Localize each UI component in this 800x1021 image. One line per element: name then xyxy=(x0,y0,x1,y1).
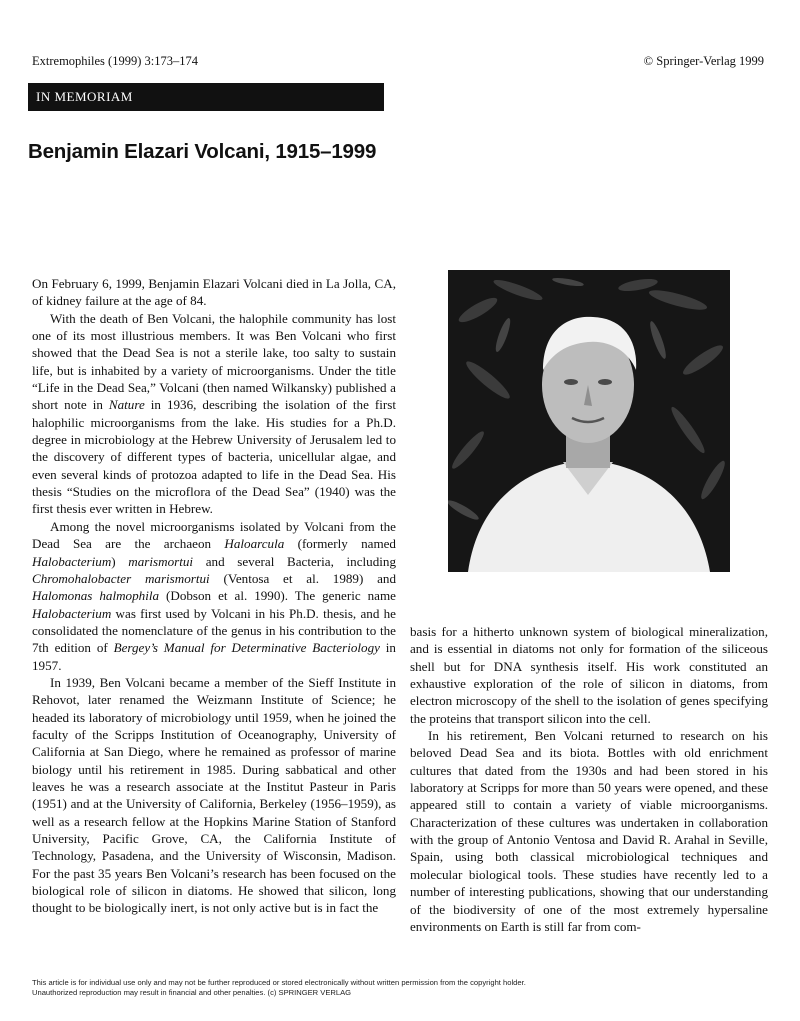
article-column-left xyxy=(32,275,396,917)
portrait-photo xyxy=(448,270,730,572)
legal-footer xyxy=(32,978,772,998)
paragraph: In 1939, Ben Volcani became a member of the Sieff Institute in Rehovot, later renamed the Weizmann Institute of Science; he headed its laboratory of microbiology until 1959, when he joined the faculty of the Scripps Institution of Oceanography, University of California at San Diego, where he remained as professor of marine biology until his retirement in 1985. During sabbatical and other leaves he was a research associate at the Institut Pasteur in Paris (1951) and at the University of California, Berkeley (1956–1959), as well as a research fellow at the Hopkins Marine Station of Stanford University, Pacific Grove, CA, the California Institute of Technology, Pasadena, and the University of Wisconsin, Madison. For the past 35 years Ben Volcani’s research has been focused on the biological role of silicon in diatoms. He showed that silicon, long thought to be biologically inert, is not only active but is in fact the xyxy=(32,674,396,916)
journal-citation: Extremophiles (1999) 3:173–174 xyxy=(32,54,198,68)
paragraph: Among the novel microorganisms isolated by Volcani from the Dead Sea are the archaeon Haloarcula (formerly named Halobacterium) marismortui and several Bacteria, including Chromohalobacter marismortui (Ventosa et al. 1989) and Halomonas halmophila (Dobson et al. 1990). The generic name Halobacterium was first used by Volcani in his Ph.D. thesis, and he consolidated the nomenclature of the genus in his contribution to the 7th edition of Bergey’s Manual for Determinative Bacteriology in 1957. xyxy=(32,518,396,673)
paragraph: In his retirement, Ben Volcani returned to research on his beloved Dead Sea and its biota. Bottles with old enrichment cultures that dated from the 1930s and had been stored in his laboratory at Scripps for more than 50 years were opened, and these appeared still to contain a variety of viable microorganisms. Characterization of these cultures was undertaken in collaboration with the group of Antonio Ventosa and David R. Arahal in Seville, Spain, using both classical microbiological techniques and molecular biological tools. These studies have recently led to a number of interesting publications, showing that our understanding of the biodiversity of one of the most extremely hypersaline environments on Earth is still far from com- xyxy=(410,728,768,934)
section-banner: IN MEMORIAM xyxy=(28,83,384,111)
footer-line: Unauthorized reproduction may result in financial and other penalties. (c) SPRINGER VERLAG xyxy=(32,988,352,997)
article-column-right xyxy=(410,623,768,935)
paragraph: basis for a hitherto unknown system of biological mineralization, and is essential in diatoms not only for formation of the siliceous shell but for DNA synthesis itself. His work constituted an exhaustive exploration of the role of silicon in diatoms, from electron microscopy of the shell to the isolation of genes specifying the proteins that transport silicon into the cell. xyxy=(410,624,768,726)
paragraph: With the death of Ben Volcani, the halophile community has lost one of its most illustrious members. It was Ben Volcani who first showed that the Dead Sea is not a sterile lake, too salty to sustain life, but is inhabited by a variety of microorganisms. Under the title “Life in the Dead Sea,” Volcani (then named Wilkansky) published a short note in Nature in 1936, describing the isolation of the first halophilic microorganisms from the lake. His studies for a Ph.D. degree in microbiology at the Hebrew University of Jerusalem led to the discovery of different types of bacteria, unicellular algae, and even several kinds of protozoa adapted to life in the Dead Sea. His thesis “Studies on the microflora of the Dead Sea” (1940) was the first thesis ever written in Hebrew. xyxy=(32,310,396,517)
article-title: Benjamin Elazari Volcani, 1915–1999 xyxy=(28,140,377,163)
copyright-notice: © Springer-Verlag 1999 xyxy=(643,54,764,68)
footer-line: This article is for individual use only and may not be further reproduced or stored electronically without written permission from the copyright holder. xyxy=(32,978,526,987)
paragraph: On February 6, 1999, Benjamin Elazari Volcani died in La Jolla, CA, of kidney failure at the age of 84. xyxy=(32,276,396,309)
